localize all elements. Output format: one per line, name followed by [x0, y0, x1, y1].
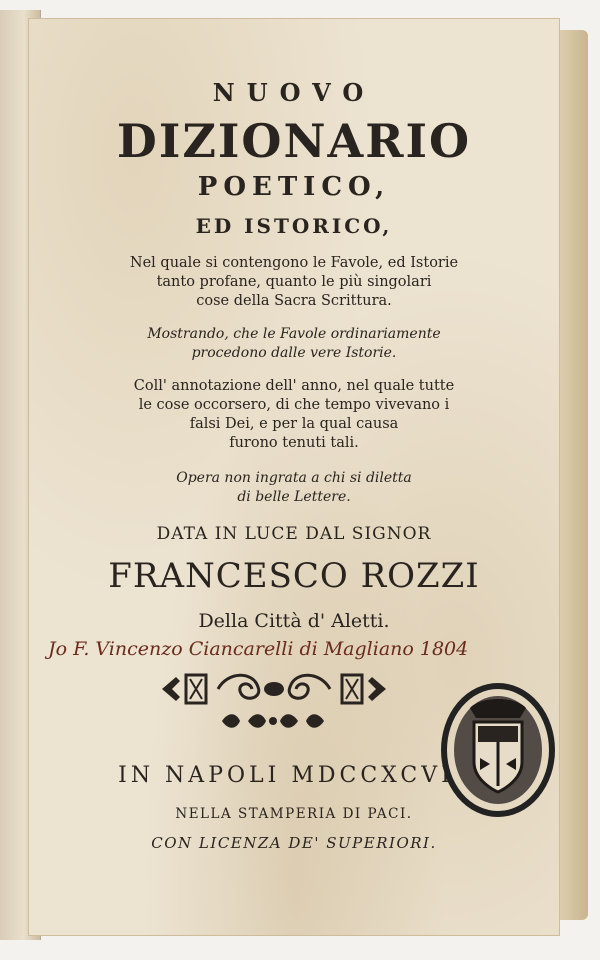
italic-note-line-1: Mostrando, che le Favole ordinariamente — [147, 326, 441, 342]
small-ornament-icon — [218, 710, 328, 732]
italic-note-line-2: procedono dalle vere Istorie. — [191, 345, 397, 361]
annotation-line-1: Coll' annotazione dell' anno, nel quale tutte — [133, 378, 455, 394]
imprint-license: CON LICENZA DE' SUPERIORI. — [151, 834, 437, 852]
description-line-1: Nel quale si contengono le Favole, ed Istorie — [129, 255, 459, 271]
title-dizionario: DIZIONARIO — [116, 114, 472, 168]
title-istorico: ED ISTORICO, — [195, 214, 393, 238]
opera-note-line-2: di belle Lettere. — [237, 489, 351, 505]
imprint-printer: NELLA STAMPERIA DI PACI. — [175, 806, 413, 822]
annotation-line-4: furono tenuti tali. — [229, 435, 359, 451]
description-line-3: cose della Sacra Scrittura. — [196, 293, 392, 309]
author-name: FRANCESCO ROZZI — [108, 556, 480, 596]
title-nuovo: NUOVO — [212, 78, 376, 107]
annotation-line-3: falsi Dei, e per la qual causa — [189, 416, 399, 432]
title-poetico: POETICO, — [197, 172, 391, 202]
imprint-place-date: IN NAPOLI MDCCXCVI — [118, 763, 454, 788]
printer-ornament-icon — [158, 669, 390, 709]
coat-of-arms-stamp-icon — [440, 678, 556, 818]
author-city: Della Città d' Aletti. — [198, 610, 390, 632]
title-page — [28, 18, 560, 936]
data-in-luce-line: DATA IN LUCE DAL SIGNOR — [156, 524, 432, 544]
handwritten-ownership-inscription: Jo F. Vincenzo Ciancarelli di Magliano 1804 — [48, 638, 469, 660]
annotation-line-2: le cose occorsero, di che tempo vivevano i — [138, 397, 450, 413]
opera-note-line-1: Opera non ingrata a chi si diletta — [176, 470, 412, 486]
description-line-2: tanto profane, quanto le più singolari — [156, 274, 432, 290]
